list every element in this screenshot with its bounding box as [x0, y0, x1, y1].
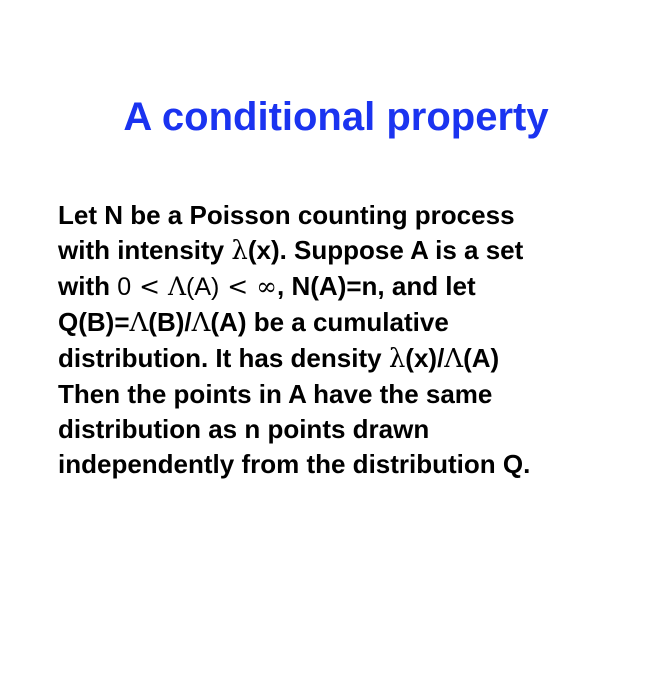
lambda-symbol: λ	[388, 344, 406, 374]
capital-lambda-symbol: Λ	[129, 308, 149, 338]
body-text: (x). Suppose A is a set	[247, 235, 524, 265]
body-line-5	[58, 341, 658, 377]
body-text: (A)	[463, 343, 500, 373]
body-line-8: independently from the distribution Q.	[58, 449, 531, 479]
body-text: (B)/	[148, 307, 192, 337]
body-line-7: distribution as n points drawn	[58, 414, 430, 444]
body-line-2	[58, 233, 658, 269]
body-text: (A) be a cumulative	[210, 307, 449, 337]
lambda-symbol: λ	[231, 236, 248, 266]
body-line-1: Let N be a Poisson counting process	[58, 200, 515, 230]
capital-lambda-symbol: Λ	[191, 308, 211, 338]
capital-lambda-symbol: Λ	[167, 272, 187, 301]
math-set-a: (A)	[186, 273, 220, 301]
capital-lambda-symbol: Λ	[444, 344, 464, 374]
body-text: distribution. It has density	[58, 343, 389, 373]
infinity-symbol: ∞	[256, 272, 278, 301]
body-text: with intensity	[58, 235, 232, 265]
body-text: with	[58, 271, 118, 301]
body-text: Q(B)=	[58, 307, 130, 337]
measure-inequality	[117, 272, 277, 301]
body-text: (x)/	[405, 343, 445, 373]
slide-body	[58, 198, 658, 482]
slide-title: A conditional property	[123, 95, 549, 139]
less-than-symbol: <	[219, 272, 257, 301]
body-line-6: Then the points in A have the same	[58, 379, 493, 409]
body-line-3	[58, 269, 658, 305]
less-than-symbol: <	[131, 272, 168, 301]
body-text: , N(A)=n, and let	[277, 271, 476, 301]
math-zero: 0	[117, 273, 132, 301]
body-line-4	[58, 305, 658, 341]
